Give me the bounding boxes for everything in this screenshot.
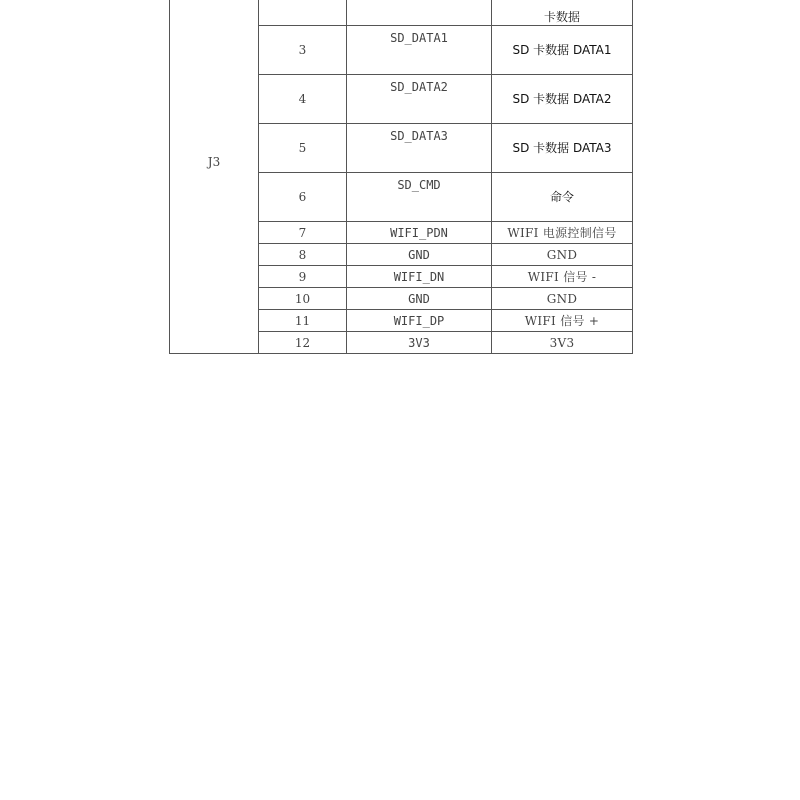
pin-number-cell: 7 (259, 222, 347, 244)
signal-cell: 3V3 (347, 332, 492, 354)
description-cell (492, 0, 633, 26)
description-cell: WIFI 信号 + (492, 310, 633, 332)
signal-cell: SD_DATA3 (347, 124, 492, 173)
signal-cell (347, 0, 492, 26)
description-cell: GND (492, 244, 633, 266)
pin-number-cell: 11 (259, 310, 347, 332)
pin-number-cell: 6 (259, 173, 347, 222)
pin-number-cell: 10 (259, 288, 347, 310)
description-cell: GND (492, 288, 633, 310)
table-row (170, 0, 633, 26)
description-cell: WIFI 信号 - (492, 266, 633, 288)
description-cell: SD 卡数据 DATA2 (492, 75, 633, 124)
description-cell: 命令 (492, 173, 633, 222)
description-cell: 3V3 (492, 332, 633, 354)
pin-number-cell: 5 (259, 124, 347, 173)
signal-cell: WIFI_DN (347, 266, 492, 288)
signal-cell: GND (347, 288, 492, 310)
pin-number-cell (259, 0, 347, 26)
signal-cell: WIFI_PDN (347, 222, 492, 244)
signal-cell: SD_DATA2 (347, 75, 492, 124)
partial-description: 卡数据 (543, 10, 580, 24)
pin-number-cell: 8 (259, 244, 347, 266)
pin-definition-table (169, 0, 633, 354)
signal-cell: GND (347, 244, 492, 266)
description-cell: SD 卡数据 DATA3 (492, 124, 633, 173)
signal-cell: WIFI_DP (347, 310, 492, 332)
pin-number-cell: 4 (259, 75, 347, 124)
pin-number-cell: 9 (259, 266, 347, 288)
description-cell: SD 卡数据 DATA1 (492, 26, 633, 75)
signal-cell: SD_CMD (347, 173, 492, 222)
pin-number-cell: 3 (259, 26, 347, 75)
description-cell: WIFI 电源控制信号 (492, 222, 633, 244)
pin-number-cell: 12 (259, 332, 347, 354)
connector-cell: J3 (170, 0, 259, 354)
signal-cell: SD_DATA1 (347, 26, 492, 75)
